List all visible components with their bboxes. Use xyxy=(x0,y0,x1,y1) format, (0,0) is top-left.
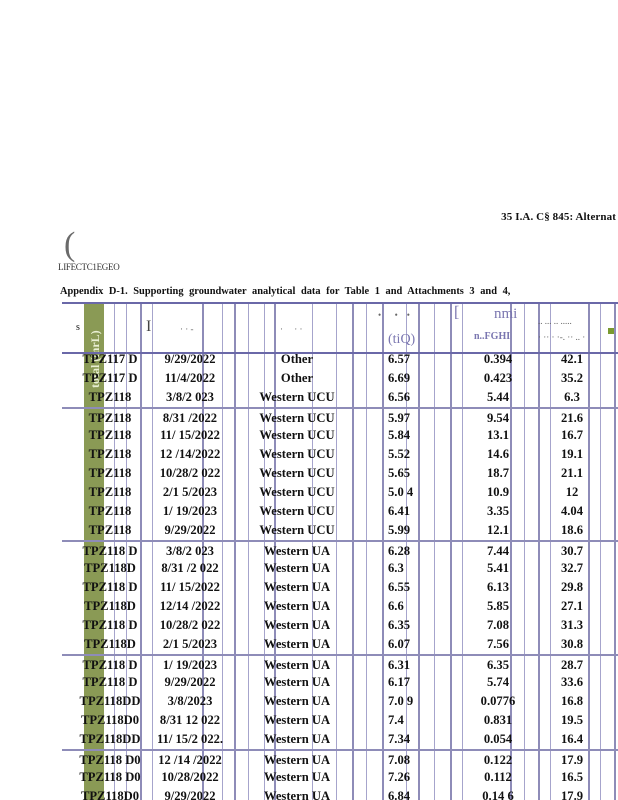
row-value-1: 0.0776 xyxy=(480,694,516,708)
row-id: TPZ117 D xyxy=(82,352,138,366)
row-unit: Western UA xyxy=(263,753,331,767)
row-id: TPZ118DD xyxy=(79,694,141,708)
row-date: 12 /14/2022 xyxy=(159,447,221,461)
row-unit: Western UA xyxy=(263,561,331,575)
row-value-2: 4.04 xyxy=(560,504,584,518)
row-date: 1/ 19/2023 xyxy=(162,658,218,672)
row-value-2: 18.6 xyxy=(560,523,584,537)
row-unit: Western UA xyxy=(263,713,331,727)
row-ph: 6.56 xyxy=(388,390,411,404)
row-value-1: 5.74 xyxy=(486,675,510,689)
row-value-1: 0.054 xyxy=(483,732,513,746)
row-id: TPZ118 D xyxy=(82,580,138,594)
row-date: 9/29/2022 xyxy=(164,675,216,689)
row-date: 3/8/2 023 xyxy=(166,544,214,558)
row-value-1: 6.13 xyxy=(486,580,510,594)
row-value-2: 12 xyxy=(565,485,579,499)
row-id: TPZ118 xyxy=(88,447,132,461)
table-row xyxy=(62,540,618,561)
row-value-1: 10.9 xyxy=(486,485,510,499)
row-value-2: 42.1 xyxy=(560,352,584,366)
table-row xyxy=(62,749,618,770)
row-unit: Western UA xyxy=(263,580,331,594)
table-row xyxy=(62,654,618,675)
row-ph: 7.26 xyxy=(388,770,411,784)
row-date: 12/14 /2022 xyxy=(159,599,221,613)
row-ph: 6.6 xyxy=(388,599,404,613)
table-row xyxy=(62,711,618,730)
table-row xyxy=(62,692,618,711)
data-table xyxy=(62,302,618,800)
row-value-1: 12.1 xyxy=(486,523,510,537)
row-date: 11/ 15/2 022. xyxy=(156,732,224,746)
row-date: 12 /14 /2022 xyxy=(158,753,222,767)
table-row xyxy=(62,616,618,635)
table-row xyxy=(62,407,618,428)
row-ph: 6.69 xyxy=(388,371,411,385)
header-mark: .. ... .. ..... xyxy=(538,316,572,326)
header-s-label: s xyxy=(76,322,80,333)
row-value-2: 29.8 xyxy=(560,580,584,594)
row-ph: 7.0 9 xyxy=(388,694,414,708)
row-date: 9/29/2022 xyxy=(164,523,216,537)
row-value-1: 0.423 xyxy=(483,371,513,385)
row-unit: Western UCU xyxy=(259,485,335,499)
row-unit: Other xyxy=(280,371,314,385)
row-date: 10/28/2022 xyxy=(161,770,219,784)
header-unit-tiq: (tiQ) xyxy=(388,332,416,347)
row-value-1: 0.831 xyxy=(483,713,513,727)
row-value-1: 18.7 xyxy=(486,466,510,480)
row-ph: 5.97 xyxy=(388,411,411,425)
row-value-1: 7.56 xyxy=(486,637,510,651)
table-row xyxy=(62,483,618,502)
row-value-2: 28.7 xyxy=(560,658,584,672)
row-id: TPZ118D xyxy=(84,561,136,575)
row-id: TPZ118 D0 xyxy=(79,753,141,767)
row-date: 2/1 5/2023 xyxy=(162,637,218,651)
row-unit: Western UA xyxy=(263,618,331,632)
table-row xyxy=(62,578,618,597)
row-value-1: 5.85 xyxy=(486,599,510,613)
row-unit: Western UA xyxy=(263,544,331,558)
row-value-2: 17.9 xyxy=(560,789,584,800)
row-value-2: 6.3 xyxy=(564,390,580,404)
row-ph: 6.3 xyxy=(388,561,404,575)
row-date: 10/28/2 022 xyxy=(159,618,221,632)
row-date: 9/29/2022 xyxy=(164,352,216,366)
table-row xyxy=(62,388,618,407)
row-id: TPZ118 D xyxy=(82,618,138,632)
row-ph: 7.4 xyxy=(388,713,404,727)
row-value-2: 16.8 xyxy=(560,694,584,708)
header-green-mark xyxy=(608,328,614,334)
row-date: 8/31 /2022 xyxy=(162,411,218,425)
row-value-1: 0.394 xyxy=(483,352,513,366)
row-ph: 6.28 xyxy=(388,544,411,558)
table-row xyxy=(62,768,618,787)
header-mark: · ·· · ·-. ·· .. · xyxy=(538,332,586,342)
table-row xyxy=(62,464,618,483)
row-value-2: 21.1 xyxy=(560,466,584,480)
table-row xyxy=(62,350,618,369)
table-row xyxy=(62,521,618,540)
row-value-1: 3.35 xyxy=(486,504,510,518)
row-value-1: 0.122 xyxy=(483,753,513,767)
table-row xyxy=(62,597,618,616)
row-value-2: 16.4 xyxy=(560,732,584,746)
row-ph: 5.84 xyxy=(388,428,411,442)
row-ph: 6.31 xyxy=(388,658,411,672)
row-id: TPZ118 xyxy=(88,466,132,480)
row-value-1: 6.35 xyxy=(486,658,510,672)
row-unit: Western UCU xyxy=(259,466,335,480)
header-left-bracket: [ xyxy=(454,304,460,321)
row-id: TPZ118 xyxy=(88,390,132,404)
row-date: 11/ 15/2022 xyxy=(160,580,220,594)
row-unit: Western UCU xyxy=(259,428,335,442)
header-mark: · · · xyxy=(280,324,303,334)
row-ph: 6.17 xyxy=(388,675,411,689)
row-unit: Western UCU xyxy=(259,447,335,461)
row-id: TPZ118 xyxy=(88,411,132,425)
header-mark: • • • xyxy=(378,310,410,320)
row-date: 11/ 15/2022 xyxy=(160,428,220,442)
row-date: 3/8/2 023 xyxy=(166,390,214,404)
row-unit: Western UA xyxy=(263,789,331,800)
row-unit: Other xyxy=(280,352,314,366)
table-row xyxy=(62,426,618,445)
row-ph: 7.34 xyxy=(388,732,411,746)
row-value-1: 5.41 xyxy=(486,561,510,575)
table-row xyxy=(62,445,618,464)
row-id: TPZ118 xyxy=(88,428,132,442)
table-row xyxy=(62,635,618,654)
page-header: 35 I.A. C§ 845: Alternat xyxy=(501,211,616,223)
header-bracket: I xyxy=(146,318,152,335)
row-value-2: 19.1 xyxy=(560,447,584,461)
row-value-2: 17.9 xyxy=(560,753,584,767)
row-date: 9/29/2022 xyxy=(164,789,216,800)
table-row xyxy=(62,369,618,388)
row-date: 11/4/2022 xyxy=(164,371,216,385)
row-value-1: 7.08 xyxy=(486,618,510,632)
row-value-2: 31.3 xyxy=(560,618,584,632)
row-value-1: 0.112 xyxy=(484,770,512,784)
table-caption: Appendix D-1. Supporting groundwater analytical data for Table 1 and Attachments 3 and 4, xyxy=(60,286,511,297)
row-unit: Western UA xyxy=(263,770,331,784)
row-value-2: 33.6 xyxy=(560,675,584,689)
row-unit: Western UCU xyxy=(259,411,335,425)
row-date: 2/1 5/2023 xyxy=(162,485,218,499)
table-row xyxy=(62,559,618,578)
row-id: TPZ118 D xyxy=(82,544,138,558)
row-id: TPZ118 D0 xyxy=(79,770,141,784)
row-id: TPZ118D0 xyxy=(80,713,140,727)
row-value-2: 19.5 xyxy=(560,713,584,727)
row-value-2: 35.2 xyxy=(560,371,584,385)
row-id: TPZ118D xyxy=(84,599,136,613)
row-ph: 6.35 xyxy=(388,618,411,632)
header-unit-nmi: nmi xyxy=(494,306,518,322)
row-value-1: 0.14 6 xyxy=(482,789,514,800)
row-value-2: 30.7 xyxy=(560,544,584,558)
row-value-1: 7.44 xyxy=(486,544,510,558)
row-unit: Western UCU xyxy=(259,390,335,404)
row-ph: 6.84 xyxy=(388,789,411,800)
row-value-1: 9.54 xyxy=(486,411,510,425)
row-ph: 5.99 xyxy=(388,523,411,537)
row-unit: Western UA xyxy=(263,694,331,708)
row-ph: 6.55 xyxy=(388,580,411,594)
row-value-2: 30.8 xyxy=(560,637,584,651)
row-date: 3/8/2023 xyxy=(167,694,213,708)
row-value-1: 5.44 xyxy=(486,390,510,404)
row-unit: Western UA xyxy=(263,658,331,672)
row-ph: 5.52 xyxy=(388,447,411,461)
row-value-2: 16.5 xyxy=(560,770,584,784)
row-id: TPZ118 xyxy=(88,523,132,537)
row-unit: Western UA xyxy=(263,637,331,651)
row-ph: 5.0 4 xyxy=(388,485,414,499)
row-ph: 6.07 xyxy=(388,637,411,651)
row-unit: Western UA xyxy=(263,732,331,746)
row-id: TPZ118D0 xyxy=(80,789,140,800)
row-id: TPZ117 D xyxy=(82,371,138,385)
row-unit: Western UCU xyxy=(259,504,335,518)
logo-mark: ( xyxy=(64,226,76,263)
header-unit-fghi: n..FGHI xyxy=(474,331,511,342)
logo-text: LIFECTC1EGEO xyxy=(58,262,120,272)
table-header xyxy=(62,302,618,354)
row-id: TPZ118DD xyxy=(79,732,141,746)
table-row xyxy=(62,787,618,800)
row-id: TPZ118 xyxy=(88,504,132,518)
row-id: TPZ118 D xyxy=(82,675,138,689)
row-ph: 5.65 xyxy=(388,466,411,480)
table-row xyxy=(62,502,618,521)
row-unit: Western UA xyxy=(263,675,331,689)
row-date: 1/ 19/2023 xyxy=(162,504,218,518)
row-value-2: 32.7 xyxy=(560,561,584,575)
row-unit: Western UCU xyxy=(259,523,335,537)
row-id: TPZ118D xyxy=(84,637,136,651)
row-value-2: 27.1 xyxy=(560,599,584,613)
row-id: TPZ118 xyxy=(88,485,132,499)
green-column-label: total (mrL) xyxy=(88,330,102,388)
row-date: 8/31 12 022 xyxy=(159,713,221,727)
row-id: TPZ118 D xyxy=(82,658,138,672)
row-value-2: 16.7 xyxy=(560,428,584,442)
table-row xyxy=(62,730,618,749)
header-mark: · · - xyxy=(180,324,194,334)
row-value-1: 13.1 xyxy=(486,428,510,442)
row-ph: 7.08 xyxy=(388,753,411,767)
row-ph: 6.57 xyxy=(388,352,411,366)
row-ph: 6.41 xyxy=(388,504,411,518)
row-value-1: 14.6 xyxy=(486,447,510,461)
row-date: 10/28/2 022 xyxy=(159,466,221,480)
row-date: 8/31 /2 022 xyxy=(161,561,219,575)
table-row xyxy=(62,673,618,692)
row-value-2: 21.6 xyxy=(560,411,584,425)
row-unit: Western UA xyxy=(263,599,331,613)
